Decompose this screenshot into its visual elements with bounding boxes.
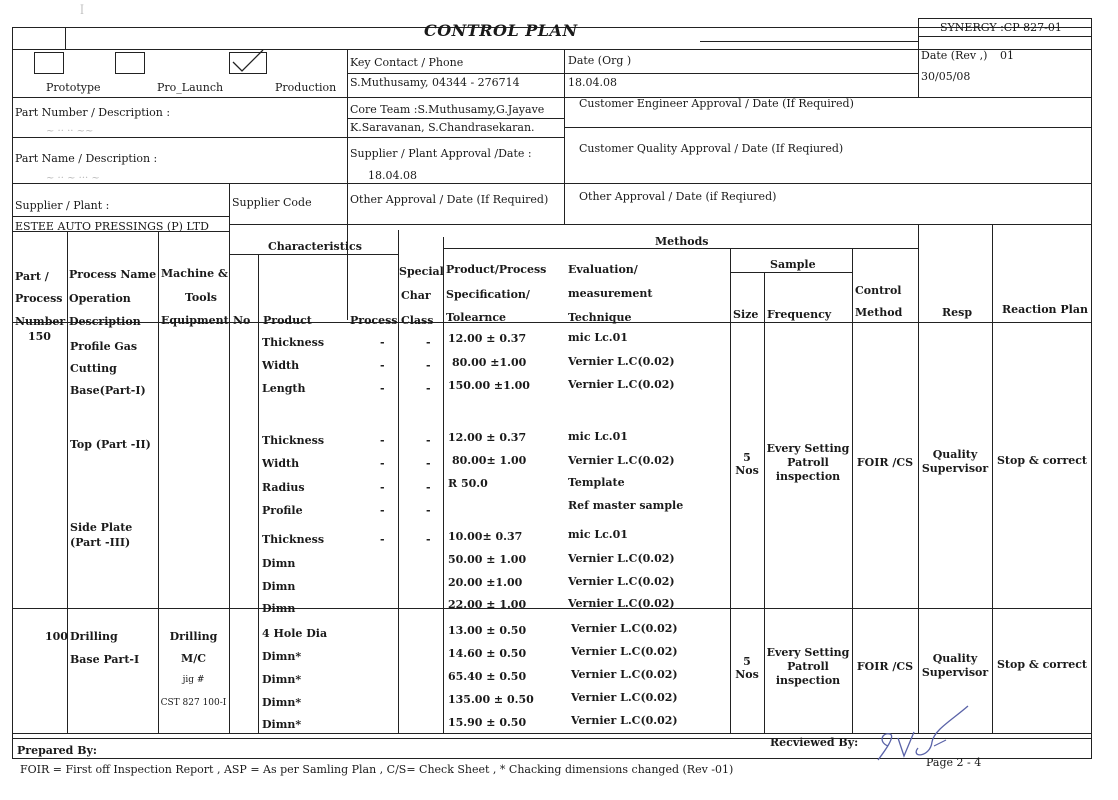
rule — [229, 224, 1092, 225]
reaction-plan: Stop & correct — [996, 658, 1088, 671]
col-special-1: Special — [399, 265, 444, 278]
sample-frequency: inspection — [775, 470, 841, 483]
process-cell: - — [380, 533, 385, 546]
eval-cell: Vernier L.C(0.02) — [571, 714, 678, 727]
rule — [918, 36, 1092, 37]
col-spec-2: Specification/ — [446, 288, 530, 301]
product-cell: Length — [262, 382, 306, 395]
eval-cell: Vernier L.C(0.02) — [571, 691, 678, 704]
col-machine-1: Machine & — [161, 267, 228, 280]
supplier-plant-approval-value: 18.04.08 — [368, 169, 417, 182]
part-number-label: Part Number / Description : — [15, 106, 171, 119]
col-methods: Methods — [655, 235, 709, 248]
reviewer-signature — [874, 702, 970, 764]
process-cell: - — [380, 336, 385, 349]
col-frequency: Frequency — [767, 308, 832, 321]
process-cell: - — [380, 457, 385, 470]
col-control-method-1: Control — [855, 284, 902, 297]
sample-frequency: inspection — [775, 674, 841, 687]
control-method: FOIR /CS — [856, 456, 914, 469]
redacted-mark: ~ ·· ~ ··· ~ — [46, 173, 100, 184]
rule — [258, 254, 259, 733]
eval-cell: Vernier L.C(0.02) — [571, 622, 678, 635]
special-cell: - — [426, 382, 431, 395]
supplier-plant-value: ESTEE AUTO PRESSINGS (P) LTD — [15, 220, 209, 233]
page-number: Page 2 - 4 — [926, 756, 982, 769]
pro-launch-checkbox[interactable] — [115, 52, 145, 74]
spec-cell: 50.00 ± 1.00 — [448, 553, 527, 566]
spec-cell: 135.00 ± 0.50 — [448, 693, 534, 706]
rule — [347, 73, 564, 74]
process-number: 150 — [28, 330, 51, 343]
machine-cell: jig # — [182, 675, 205, 685]
col-process-name-3: Description — [69, 315, 141, 328]
rule — [398, 230, 399, 733]
special-cell: - — [426, 434, 431, 447]
product-cell: Thickness — [262, 434, 325, 447]
product-cell: Dimn — [262, 557, 296, 570]
doc-number: SYNERGY :CP 827-01 — [940, 21, 1062, 34]
col-sample: Sample — [770, 258, 816, 271]
col-special-2: Char — [401, 289, 431, 302]
eval-cell: Vernier L.C(0.02) — [568, 454, 675, 467]
reaction-plan: Stop & correct — [996, 454, 1088, 467]
col-machine-2: Tools — [185, 291, 217, 304]
machine-cell: CST 827 100-I — [160, 698, 227, 708]
process-name: Profile Gas — [70, 340, 138, 353]
pro-launch-label: Pro_Launch — [157, 81, 224, 94]
eval-cell: mic Lc.01 — [568, 528, 628, 541]
checkmark-icon — [229, 48, 269, 74]
machine-cell: Drilling — [169, 630, 218, 643]
eval-cell: Template — [568, 476, 625, 489]
product-cell: Thickness — [262, 533, 325, 546]
supplier-plant-label: Supplier / Plant : — [15, 199, 110, 212]
special-cell: - — [426, 457, 431, 470]
customer-engineer-label: Customer Engineer Approval / Date (If Required) — [579, 97, 854, 110]
col-eval-1: Evaluation/ — [568, 263, 638, 276]
control-plan-form — [12, 18, 1092, 759]
rule — [564, 97, 565, 224]
spec-cell: 13.00 ± 0.50 — [448, 624, 527, 637]
eval-cell: mic Lc.01 — [568, 331, 628, 344]
process-name: (Part -III) — [70, 536, 131, 549]
core-team-line-1: Core Team :S.Muthusamy,G.Jayave — [350, 103, 545, 116]
prototype-label: Prototype — [46, 81, 101, 94]
special-cell: - — [426, 481, 431, 494]
col-size: Size — [733, 308, 759, 321]
spec-cell: 65.40 ± 0.50 — [448, 670, 527, 683]
spec-cell: 22.00 ± 1.00 — [448, 598, 527, 611]
process-name: Base Part-I — [70, 653, 140, 666]
sample-size: 5 — [743, 655, 751, 668]
col-resp: Resp — [942, 306, 973, 319]
rule — [229, 254, 398, 255]
sample-frequency: Every Setting — [766, 442, 850, 455]
spec-cell: 150.00 ±1.00 — [448, 379, 530, 392]
eval-cell: Vernier L.C(0.02) — [568, 552, 675, 565]
rule — [65, 27, 66, 49]
col-control-method-2: Method — [855, 306, 903, 319]
form-title: CONTROL PLAN — [424, 21, 578, 40]
product-cell: Dimn* — [262, 696, 302, 709]
col-no: No — [233, 314, 251, 327]
product-cell: Dimn* — [262, 673, 302, 686]
col-spec-1: Product/Process — [446, 263, 547, 276]
redacted-mark: ~ ·· ·· ~~ — [46, 126, 94, 137]
rule — [12, 97, 1092, 98]
product-cell: Dimn* — [262, 718, 302, 731]
col-spec-3: Tolearnce — [446, 311, 507, 324]
prepared-by: Prepared By: — [17, 744, 97, 757]
rule — [564, 127, 1092, 128]
part-name-label: Part Name / Description : — [15, 152, 158, 165]
product-cell: Radius — [262, 481, 305, 494]
spec-cell: R 50.0 — [448, 477, 488, 490]
customer-quality-label: Customer Quality Approval / Date (If Reqiured) — [579, 142, 844, 155]
col-reaction-plan: Reaction Plan — [1002, 303, 1088, 316]
process-cell: - — [380, 434, 385, 447]
special-cell: - — [426, 504, 431, 517]
spec-cell: 80.00± 1.00 — [452, 454, 527, 467]
spec-cell: 12.00 ± 0.37 — [448, 332, 527, 345]
eval-cell: mic Lc.01 — [568, 430, 628, 443]
core-team-line-2: K.Saravanan, S.Chandrasekaran. — [350, 121, 535, 134]
eval-cell: Vernier L.C(0.02) — [568, 355, 675, 368]
key-contact-label: Key Contact / Phone — [350, 56, 464, 69]
supplier-code-label: Supplier Code — [232, 196, 312, 209]
product-cell: 4 Hole Dia — [262, 627, 328, 640]
product-cell: Thickness — [262, 336, 325, 349]
rule — [12, 137, 564, 138]
rule — [992, 224, 993, 733]
col-part-process-3: Number — [15, 315, 66, 328]
eval-cell: Vernier L.C(0.02) — [568, 575, 675, 588]
process-cell: - — [380, 359, 385, 372]
sample-frequency: Patroll — [787, 456, 829, 469]
col-eval-2: measurement — [568, 287, 653, 300]
spec-cell: 14.60 ± 0.50 — [448, 647, 527, 660]
rule — [730, 272, 852, 273]
col-process-name-1: Process Name — [69, 268, 157, 281]
product-cell: Dimn — [262, 602, 296, 615]
production-label: Production — [275, 81, 337, 94]
process-name: Side Plate — [70, 521, 133, 534]
sample-frequency: Patroll — [787, 660, 829, 673]
rule — [443, 248, 918, 249]
date-org-label: Date (Org ) — [568, 54, 632, 67]
supplier-plant-approval-label: Supplier / Plant Approval /Date : — [350, 147, 532, 160]
rule — [229, 224, 230, 733]
rev-number: 01 — [1000, 49, 1014, 62]
other-approval-2: Other Approval / Date (if Reqiured) — [579, 190, 777, 203]
eval-cell: Vernier L.C(0.02) — [571, 645, 678, 658]
rule — [12, 608, 1092, 609]
process-name: Base(Part-I) — [70, 384, 146, 397]
stray-mark: ꟾ — [80, 6, 84, 17]
responsibility: Supervisor — [921, 462, 989, 475]
rule — [347, 118, 564, 119]
col-characteristics: Characteristics — [268, 240, 362, 253]
product-cell: Width — [262, 457, 300, 470]
col-process: Process — [350, 314, 398, 327]
eval-cell: Vernier L.C(0.02) — [568, 378, 675, 391]
rule — [347, 97, 348, 320]
col-eval-3: Technique — [568, 311, 632, 324]
product-cell: Dimn* — [262, 650, 302, 663]
col-product: Product — [263, 314, 312, 327]
special-cell: - — [426, 533, 431, 546]
process-cell: - — [380, 504, 385, 517]
col-process-name-2: Operation — [69, 292, 131, 305]
other-approval-1: Other Approval / Date (If Required) — [350, 193, 549, 206]
sample-size: 5 — [743, 451, 751, 464]
date-rev-value: 30/05/08 — [921, 70, 971, 83]
rule — [700, 41, 918, 42]
prototype-checkbox[interactable] — [34, 52, 64, 74]
product-cell: Width — [262, 359, 300, 372]
date-rev-label: Date (Rev ,) — [921, 49, 988, 62]
rule — [12, 183, 1092, 184]
product-cell: Profile — [262, 504, 303, 517]
col-part-process-1: Part / — [15, 270, 49, 283]
legend-note: FOIR = First off Inspection Report , ASP = As per Samling Plan , C/S= Check Sheet , * Chacking dimensions changed (Rev -01) — [20, 763, 734, 776]
col-special-3: Class — [401, 314, 434, 327]
process-cell: - — [380, 481, 385, 494]
control-method: FOIR /CS — [856, 660, 914, 673]
sample-size-unit: Nos — [735, 464, 759, 477]
process-number: 100 — [45, 630, 68, 643]
process-name: Cutting — [70, 362, 117, 375]
reviewed-by: Recviewed By: — [770, 736, 859, 749]
spec-cell: 15.90 ± 0.50 — [448, 716, 527, 729]
special-cell: - — [426, 359, 431, 372]
date-org-value: 18.04.08 — [568, 76, 617, 89]
rule — [564, 73, 918, 74]
spec-cell: 10.00± 0.37 — [448, 530, 523, 543]
eval-cell: Ref master sample — [568, 499, 684, 512]
responsibility: Supervisor — [921, 666, 989, 679]
spec-cell: 80.00 ±1.00 — [452, 356, 527, 369]
rule — [229, 183, 230, 224]
rule — [12, 216, 229, 217]
responsibility: Quality — [932, 448, 978, 461]
rule — [443, 237, 444, 733]
spec-cell: 12.00 ± 0.37 — [448, 431, 527, 444]
key-contact-value: S.Muthusamy, 04344 - 276714 — [350, 76, 520, 89]
rule — [67, 231, 68, 733]
rule — [12, 231, 229, 232]
special-cell: - — [426, 336, 431, 349]
process-name: Drilling — [70, 630, 118, 643]
responsibility: Quality — [932, 652, 978, 665]
eval-cell: Vernier L.C(0.02) — [568, 597, 675, 610]
process-cell: - — [380, 382, 385, 395]
process-name: Top (Part -II) — [70, 438, 151, 451]
machine-cell: M/C — [181, 652, 206, 665]
spec-cell: 20.00 ±1.00 — [448, 576, 523, 589]
product-cell: Dimn — [262, 580, 296, 593]
col-part-process-2: Process — [15, 292, 63, 305]
col-machine-3: Equipment — [161, 314, 229, 327]
sample-size-unit: Nos — [735, 668, 759, 681]
eval-cell: Vernier L.C(0.02) — [571, 668, 678, 681]
rule — [918, 49, 919, 97]
sample-frequency: Every Setting — [766, 646, 850, 659]
